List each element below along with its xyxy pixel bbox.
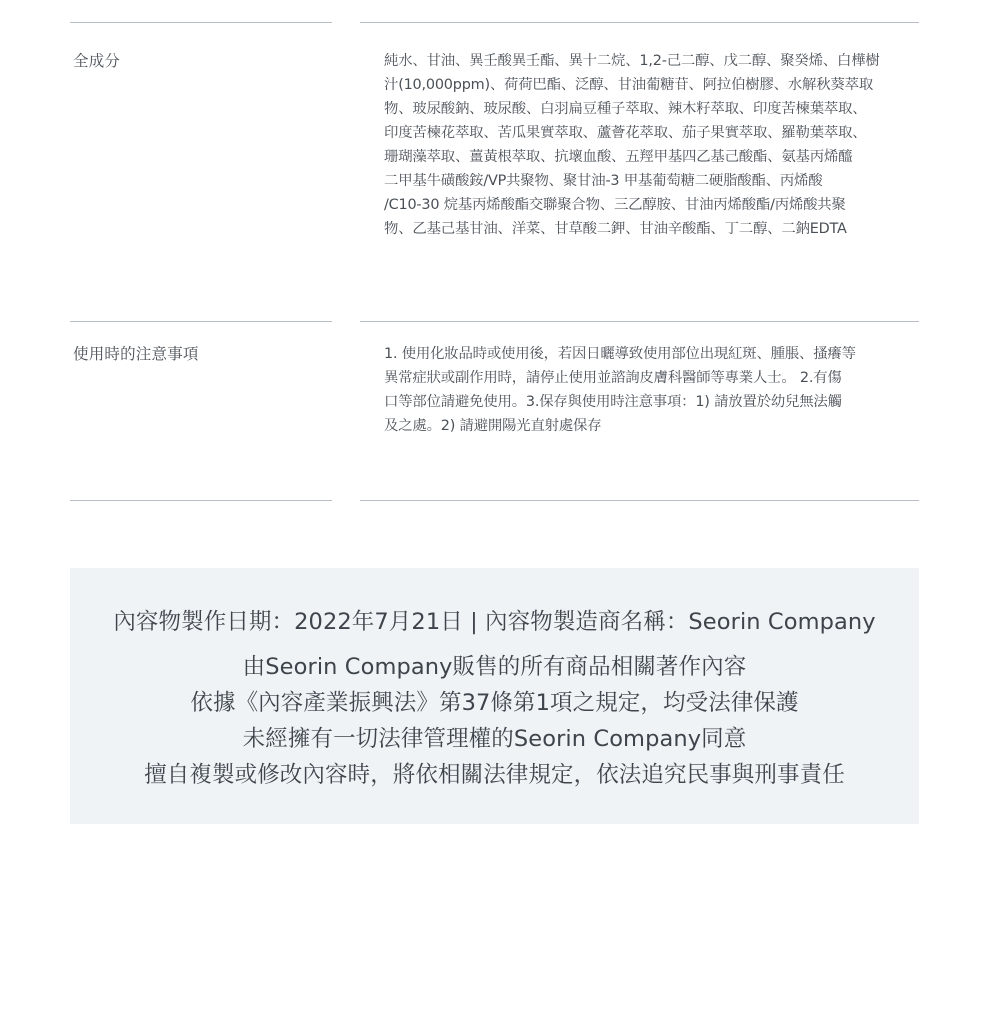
- divider-top-left: [70, 22, 332, 23]
- divider-middle-left: [70, 321, 332, 322]
- copyright-line-4: 擅自複製或修改內容時，將依相關法律規定，依法追究民事與刑事責任: [144, 762, 845, 788]
- precautions-value: 1. 使用化妝品時或使用後，若因日曬導致使用部位出現紅斑、腫脹、搔癢等 異常症狀或副作用時，請停止使用並諮詢皮膚科醫師等專業人士。 2.有傷 口等部位請避免使用。3.保存與使用時注意事項：1) 請放置於幼兒無法觸 及之處。2) 請避開陽光直射處保存: [384, 346, 856, 434]
- divider-top-right: [360, 22, 919, 23]
- copyright-line-2: 依據《內容產業振興法》第37條第1項之規定，均受法律保護: [190, 690, 799, 716]
- ingredients-label: 全成分: [73, 52, 121, 70]
- divider-middle-right: [360, 321, 919, 322]
- copyright-line-3: 未經擁有一切法律管理權的Seorin Company同意: [242, 726, 747, 752]
- divider-bottom-left: [70, 500, 332, 501]
- precautions-label: 使用時的注意事項: [73, 345, 199, 363]
- ingredients-value: 純水、甘油、異壬酸異壬酯、異十二烷、1,2-己二醇、戊二醇、聚癸烯、白樺樹 汁(10,000ppm)、荷荷巴酯、泛醇、甘油葡糖苷、阿拉伯樹膠、水解秋葵萃取 物、玻尿酸鈉、玻尿酸、白羽扁豆種子萃取、辣木籽萃取、印度苦楝葉萃取、 印度苦楝花萃取、苦瓜果實萃取、蘆薈花萃取、茄子果實萃取、羅勒葉萃取、 珊瑚藻萃取、薑黃根萃取、抗壞血酸、五羥甲基四乙基己酸酯、氨基丙烯醯 二甲基牛磺酸銨/VP共聚物、聚甘油-3 甲基葡萄糖二硬脂酸酯、丙烯酸 /C10-30 烷基丙烯酸酯交聯聚合物、三乙醇胺、甘油丙烯酸酯/丙烯酸共聚 物、乙基己基甘油、洋菜、甘草酸二鉀、甘油辛酸酯、丁二醇、二鈉EDTA: [384, 53, 880, 237]
- copyright-notice-box: [70, 568, 919, 824]
- divider-bottom-right: [360, 500, 919, 501]
- production-info-line: 內容物製作日期：2022年7月21日 | 內容物製造商名稱：Seorin Company: [113, 609, 876, 635]
- copyright-line-1: 由Seorin Company販售的所有商品相關著作內容: [242, 654, 747, 680]
